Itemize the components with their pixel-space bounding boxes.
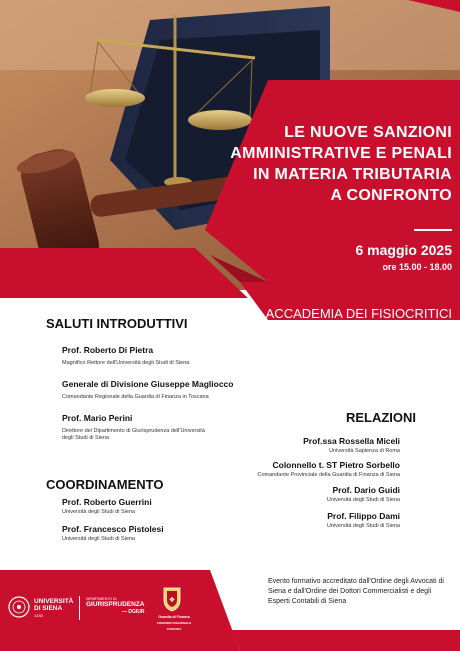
event-date: 6 maggio 2025 (355, 242, 452, 258)
speaker-name: Prof. Filippo Dami (327, 511, 400, 521)
speaker-role: Direttore del Dipartimento di Giurisprudenza dell'Università degli Studi di Siena (62, 428, 205, 441)
speaker-item (62, 379, 252, 401)
unisi-year: 1240 (34, 613, 43, 618)
event-time: ore 15.00 - 18.00 (382, 262, 452, 272)
gdf-line1: Guardia di Finanza (158, 615, 190, 619)
speaker-name: Prof. Dario Guidi (332, 485, 400, 495)
dept-name: GIURISPRUDENZA (86, 601, 145, 608)
speaker-role: Comandante Provinciale della Guardia di Finanza di Siena (257, 472, 400, 478)
speaker-role: Università degli Studi di Siena (62, 509, 136, 515)
speaker-name: Prof. Roberto Guerrini (62, 497, 152, 507)
speaker-role: Comandante Regionale della Guardia di Finanza in Toscana (62, 394, 209, 400)
speaker-item (200, 436, 400, 455)
speaker-name: Prof. Francesco Pistolesi (62, 524, 164, 534)
speaker-role: Magnifico Rettore dell'Università degli Studi di Siena (62, 360, 190, 366)
unisi-wordmark (34, 598, 73, 619)
speaker-role: Università degli Studi di Siena (326, 497, 400, 503)
dept-small: DIPARTIMENTO DI (86, 597, 117, 601)
relazioni-title: RELAZIONI (345, 410, 416, 425)
venue-city: Siena (427, 340, 452, 351)
unisi-line2: DI SIENA (34, 605, 63, 612)
speaker-role: Università degli Studi di Siena (326, 523, 400, 529)
speaker-role: Università degli Studi di Siena (62, 536, 136, 542)
speaker-name: Prof. Roberto Di Pietra (62, 345, 154, 355)
speaker-item (62, 345, 252, 367)
unisi-seal-logo (8, 596, 30, 618)
logo-divider (79, 596, 80, 620)
title-line: IN MATERIA TRIBUTARIA (253, 166, 452, 183)
speaker-item (200, 511, 400, 530)
title-line: A CONFRONTO (330, 187, 452, 204)
title-divider (414, 229, 452, 231)
svg-text:❖: ❖ (168, 597, 176, 604)
title-line: AMMINISTRATIVE E PENALI (230, 145, 452, 162)
speaker-name: Colonnello t. ST Pietro Sorbello (272, 460, 400, 470)
accreditation-note: Evento formativo accreditato dall'Ordine degli Avvocati di Siena e dall'Ordine dei Dottori Commercialisti e degli Esperti Contabili di Siena (268, 578, 444, 605)
speaker-name: Generale di Divisione Giuseppe Magliocco (62, 379, 234, 389)
coordinamento-title: COORDINAMENTO (46, 477, 164, 492)
dept-wordmark (86, 597, 145, 615)
gdf-crest-logo (162, 586, 182, 612)
speaker-name: Prof. Mario Perini (62, 413, 133, 423)
event-title (222, 122, 452, 206)
gdf-wordmark (150, 614, 198, 632)
saluti-title: SALUTI INTRODUTTIVI (46, 316, 188, 331)
speaker-role: Università Sapienza di Roma (329, 448, 400, 454)
speaker-item (200, 460, 400, 479)
title-line: LE NUOVE SANZIONI (284, 124, 452, 141)
unisi-line1: UNIVERSITÀ (34, 598, 74, 605)
speaker-name: Prof.ssa Rossella Miceli (303, 436, 400, 446)
venue-name: ACCADEMIA DEI FISIOCRITICI (265, 306, 452, 321)
dept-abbr: — DGIUR (122, 609, 145, 615)
gdf-line2: COMANDO REGIONALE TOSCANA (156, 621, 192, 631)
venue-address (355, 326, 452, 352)
speaker-item (200, 485, 400, 504)
venue-street: Piazzetta Silvio Gigli, 2 (355, 327, 452, 338)
